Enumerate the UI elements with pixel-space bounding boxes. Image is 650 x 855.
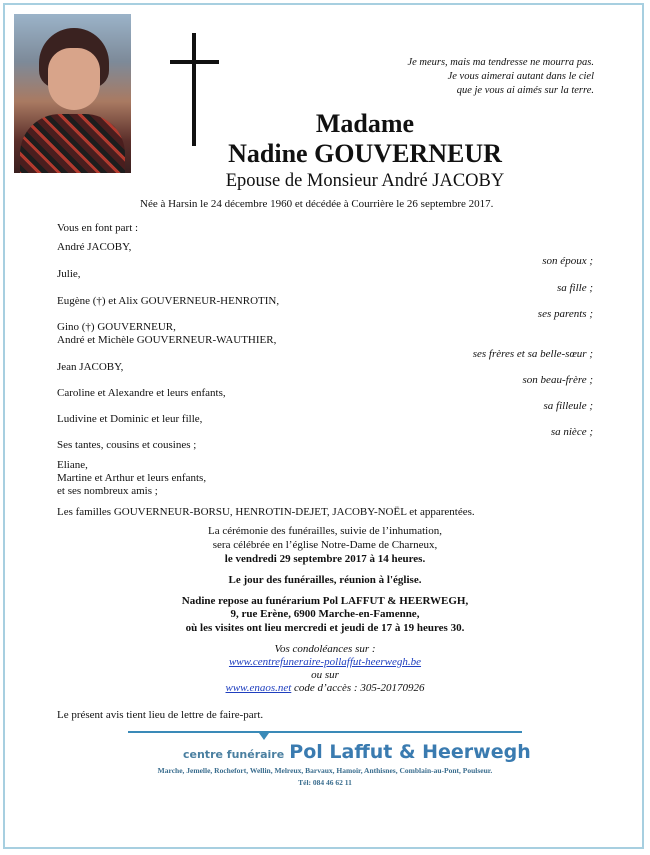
spouse-line: Epouse de Monsieur André JACOBY [225, 171, 505, 191]
family-name: Caroline et Alexandre et leurs enfants, [57, 387, 226, 399]
enaos-link[interactable]: www.enaos.net [225, 682, 292, 694]
footer-phone: Tél: 084 46 62 11 [298, 778, 352, 787]
family-relation: sa fille ; [556, 282, 593, 294]
birth-death-line: Née à Harsin le 24 décembre 1960 et décédée à Courrière le 26 septembre 2017. [140, 198, 494, 210]
family-relation: son époux ; [542, 255, 593, 267]
family-relation: sa filleule ; [543, 400, 593, 412]
visiting-hours: où les visites ont lieu mercredi et jeudi de 17 à 19 heures 30. [185, 622, 465, 634]
ceremony-date: le vendredi 29 septembre 2017 à 14 heures. [224, 553, 426, 565]
condolences-intro: Vos condoléances sur : [274, 643, 376, 655]
triangle-icon [259, 733, 269, 740]
announce-text: Vous en font part : [57, 222, 139, 234]
family-relation: ses parents ; [537, 308, 593, 320]
family-name: Jean JACOBY, [57, 361, 124, 373]
poem-line: Je vous aimerai autant dans le ciel [447, 71, 594, 82]
family-relation: sa nièce ; [550, 426, 593, 438]
ceremony-meeting: Le jour des funérailles, réunion à l'église. [228, 574, 422, 586]
brand-name: Pol Laffut & Heerwegh [289, 741, 531, 763]
ceremony-line: La cérémonie des funérailles, suivie de l’inhumation, [208, 525, 442, 537]
family-name: André et Michèle GOUVERNEUR-WAUTHIER, [57, 334, 277, 346]
brand-prefix: centre funéraire [183, 748, 285, 761]
portrait-photo [14, 14, 131, 173]
funerarium-line: Nadine repose au funérarium Pol LAFFUT & HEERWEGH, [181, 595, 469, 607]
funeral-home-logo [183, 741, 531, 763]
footer-locations: Marche, Jemelle, Rochefort, Wellin, Melreux, Barvaux, Hamoir, Anthisnes, Comblain-au-Pont, Poulseur. [157, 766, 493, 775]
poem-line: Je meurs, mais ma tendresse ne mourra pas. [407, 57, 594, 68]
condolences-or: ou sur [311, 669, 339, 681]
family-name: André JACOBY, [57, 241, 132, 253]
family-relation: son beau-frère ; [522, 374, 593, 386]
family-name: Eliane, [57, 459, 88, 471]
family-relation: ses frères et sa belle-sœur ; [472, 348, 593, 360]
family-name: Gino (†) GOUVERNEUR, [57, 321, 176, 333]
family-name: Ses tantes, cousins et cousines ; [57, 439, 197, 451]
footer-divider [128, 731, 522, 733]
family-name: Eugène (†) et Alix GOUVERNEUR-HENROTIN, [57, 295, 280, 307]
family-name: Julie, [57, 268, 81, 280]
ceremony-line: sera célébrée en l’église Notre-Dame de Charneux, [212, 539, 438, 551]
salutation: Madame [315, 109, 415, 138]
family-name: Martine et Arthur et leurs enfants, [57, 472, 207, 484]
family-name: et ses nombreux amis ; [57, 485, 158, 497]
family-name: Ludivine et Dominic et leur fille, [57, 413, 203, 425]
funerarium-address: 9, rue Erène, 6900 Marche-en-Famenne, [230, 608, 420, 620]
closing-text: Le présent avis tient lieu de lettre de faire-part. [57, 709, 264, 721]
poem-line: que je vous ai aimés sur la terre. [456, 85, 594, 96]
deceased-name: Nadine GOUVERNEUR [228, 139, 502, 168]
poem [407, 56, 594, 98]
families-line: Les familles GOUVERNEUR-BORSU, HENROTIN-DEJET, JACOBY-NOËL et apparentées. [57, 506, 475, 518]
access-code: code d’accès : 305-20170926 [291, 682, 425, 694]
funeral-center-link[interactable]: www.centrefuneraire-pollaffut-heerwegh.be [228, 656, 422, 668]
